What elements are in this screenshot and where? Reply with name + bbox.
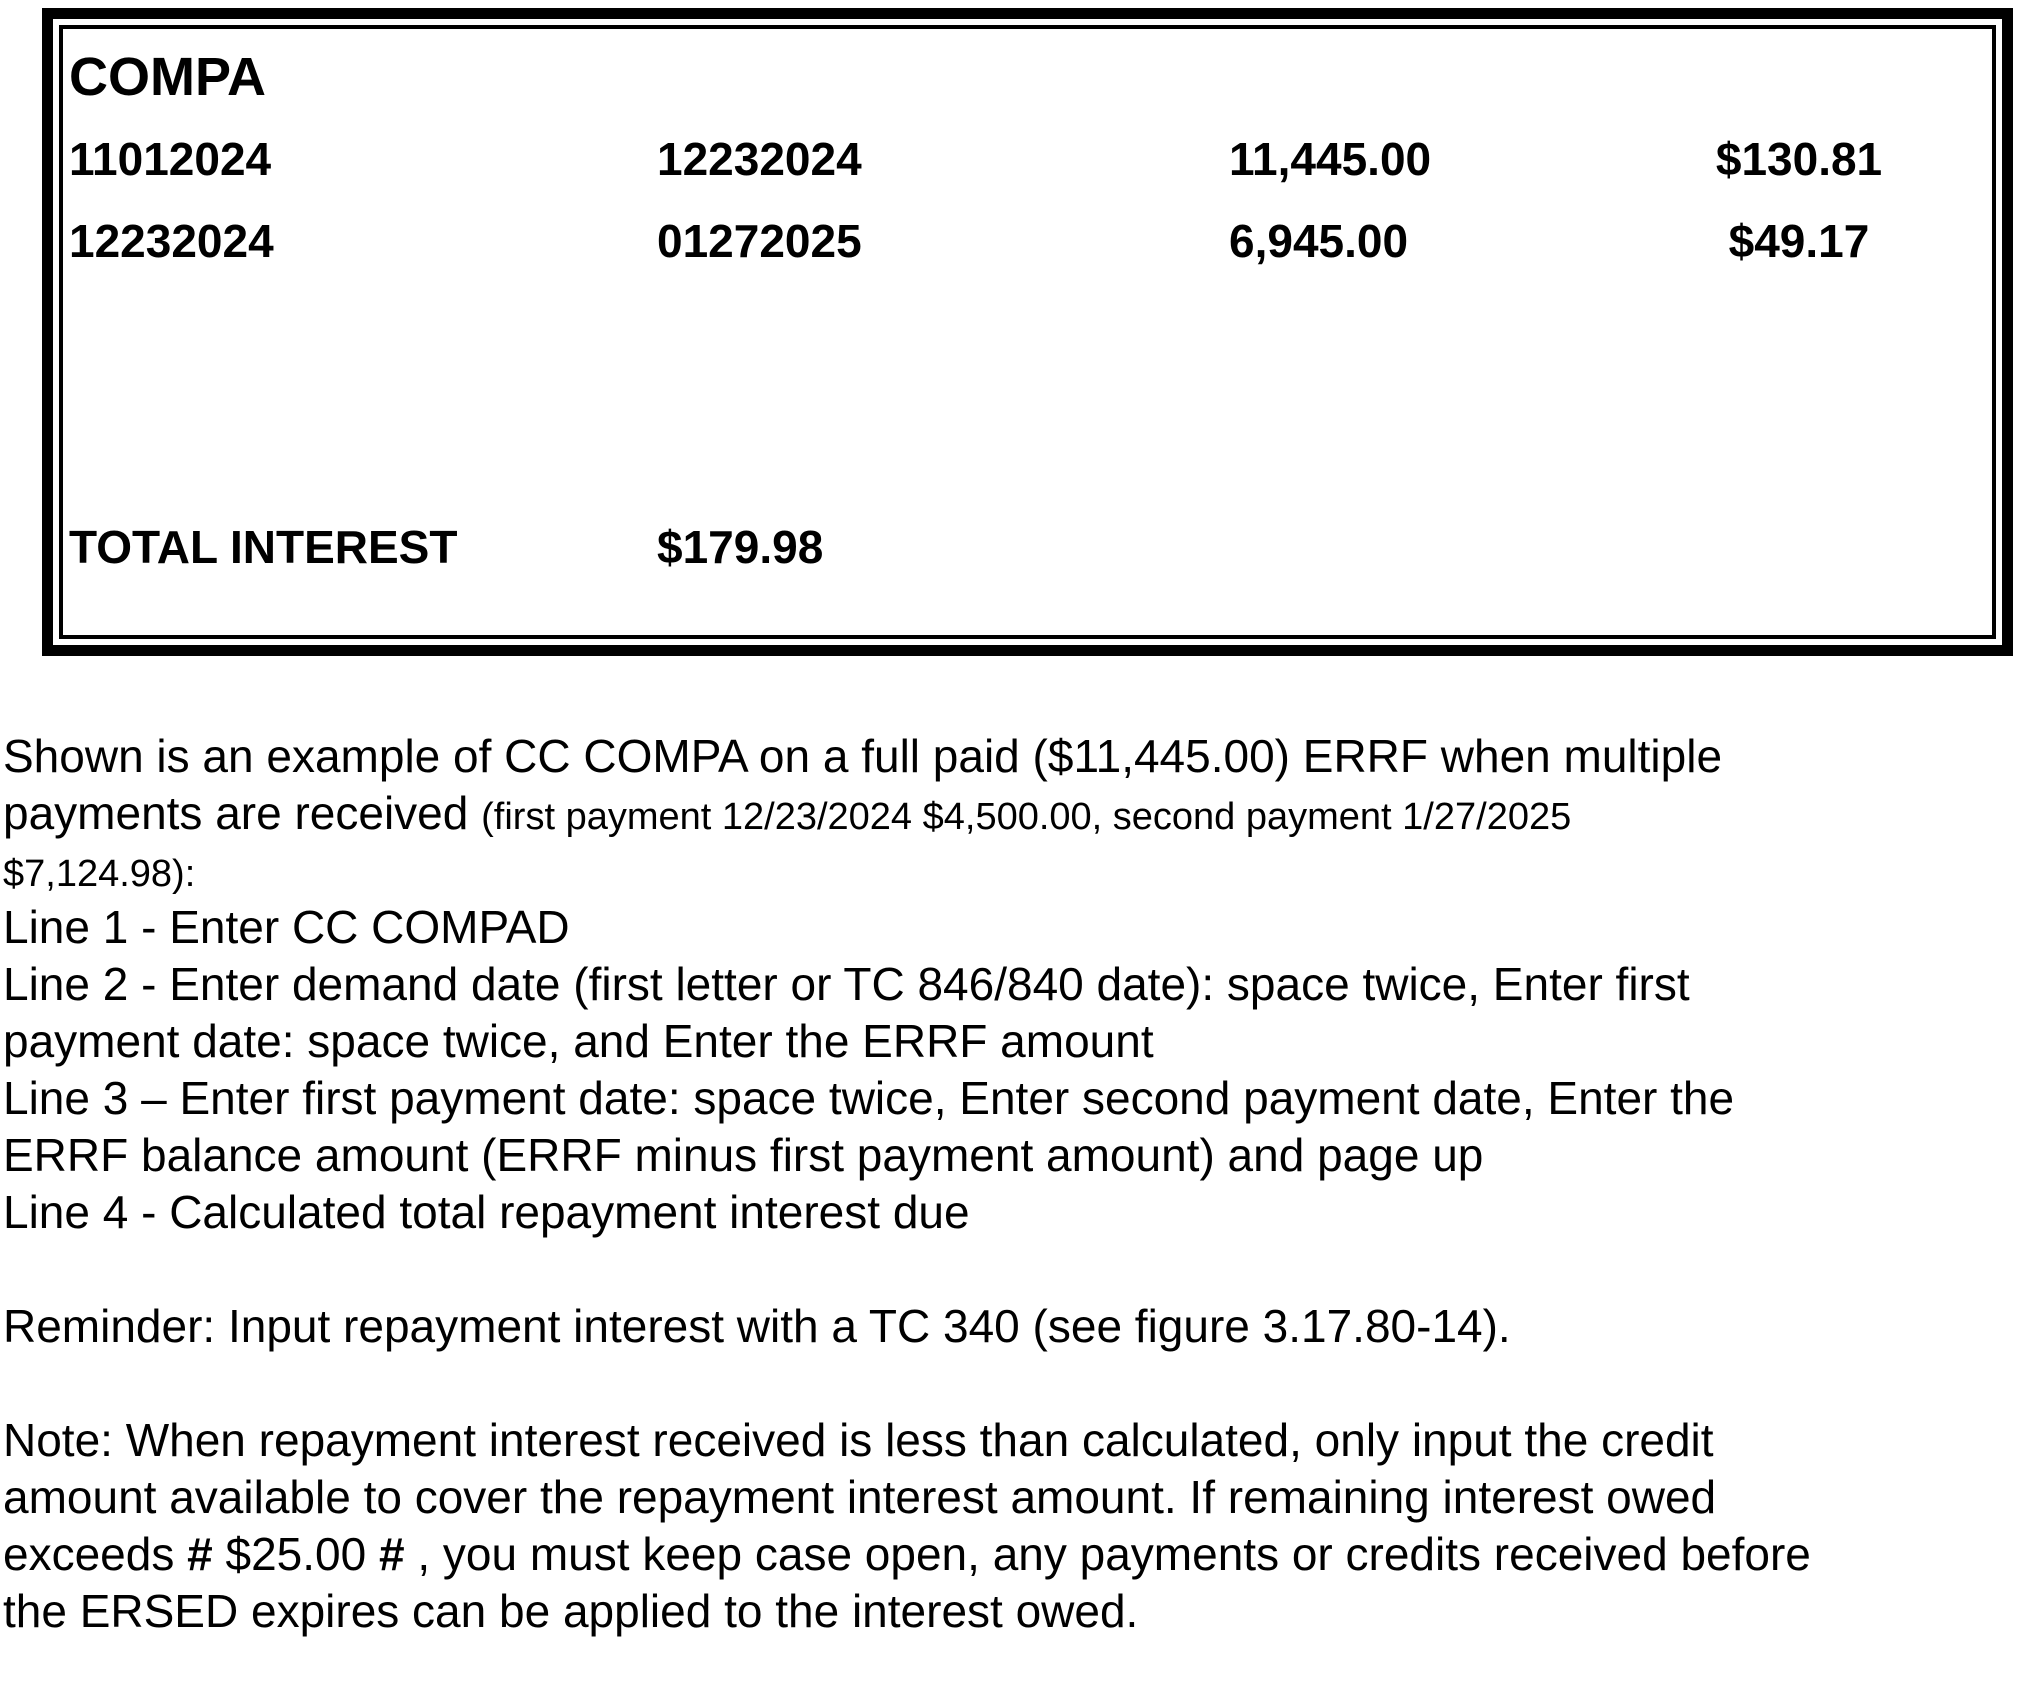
text-run: exceeds (3, 1528, 188, 1580)
text-run: payment date: space twice, and Enter the ERRF amount (3, 1015, 1154, 1067)
text-line (3, 785, 2023, 842)
text-line (3, 728, 2023, 785)
text-line (3, 956, 2023, 1013)
payment-date-cell: 01272025 (657, 215, 862, 267)
total-interest-label: TOTAL INTEREST (69, 521, 458, 573)
text-run: ERRF balance amount (ERRF minus first payment amount) and page up (3, 1129, 1484, 1181)
figure-caption-text (3, 728, 2023, 1640)
text-line (3, 1127, 2023, 1184)
text-line (3, 1070, 2023, 1127)
text-run: Line 3 – Enter first payment date: space twice, Enter second payment date, Enter the (3, 1072, 1735, 1124)
text-run: Reminder: Input repayment interest with a TC 340 (see figure 3.17.80-14). (3, 1300, 1511, 1352)
total-interest-value: $179.98 (657, 521, 824, 573)
text-run: # (378, 1528, 405, 1580)
principal-amount-cell: 6,945.00 (1229, 215, 1409, 267)
table-row (69, 131, 1976, 187)
text-line (3, 1241, 2023, 1298)
text-run: Note: When repayment interest received is less than calculated, only input the credit (3, 1414, 1714, 1466)
text-line (3, 1469, 2023, 1526)
text-run: $7,124.98): (3, 853, 196, 895)
text-line (3, 899, 2023, 956)
demand-date-cell: 11012024 (69, 133, 272, 185)
text-line (3, 1013, 2023, 1070)
text-run: the ERSED expires can be applied to the interest owed. (3, 1585, 1139, 1637)
compa-terminal-screen (42, 8, 2013, 656)
table-row (69, 213, 1976, 269)
text-run: $25.00 (212, 1528, 379, 1580)
screen-title: COMPA (69, 47, 266, 107)
text-line (3, 1412, 2023, 1469)
text-run: Line 1 - Enter CC COMPAD (3, 901, 570, 953)
text-run: Shown is an example of CC COMPA on a full paid ($11,445.00) ERRF when multiple (3, 730, 1723, 782)
interest-amount-cell: $49.17 (1728, 215, 1870, 267)
text-line (3, 1298, 2023, 1355)
interest-amount-cell: $130.81 (1715, 133, 1883, 185)
text-run: amount available to cover the repayment interest amount. If remaining interest owed (3, 1471, 1717, 1523)
text-run: # (187, 1528, 213, 1580)
text-run: , you must keep case open, any payments or credits received before (404, 1528, 1811, 1580)
payment-date-cell: 12232024 (657, 133, 862, 185)
text-line (3, 1526, 2023, 1583)
text-line (3, 1355, 2023, 1412)
text-line (3, 1184, 2023, 1241)
text-line (3, 842, 2023, 899)
text-run: payments are received (3, 787, 482, 839)
principal-amount-cell: 11,445.00 (1229, 133, 1432, 185)
text-run: Line 4 - Calculated total repayment interest due (3, 1186, 970, 1238)
text-run: Line 2 - Enter demand date (first letter or TC 846/840 date): space twice, Enter first (3, 958, 1690, 1010)
compa-screen-inner-border (59, 25, 1996, 639)
text-run: (first payment 12/23/2024 $4,500.00, second payment 1/27/2025 (481, 796, 1572, 838)
demand-date-cell: 12232024 (69, 215, 274, 267)
total-interest-row (69, 519, 1976, 575)
text-line (3, 1583, 2023, 1640)
